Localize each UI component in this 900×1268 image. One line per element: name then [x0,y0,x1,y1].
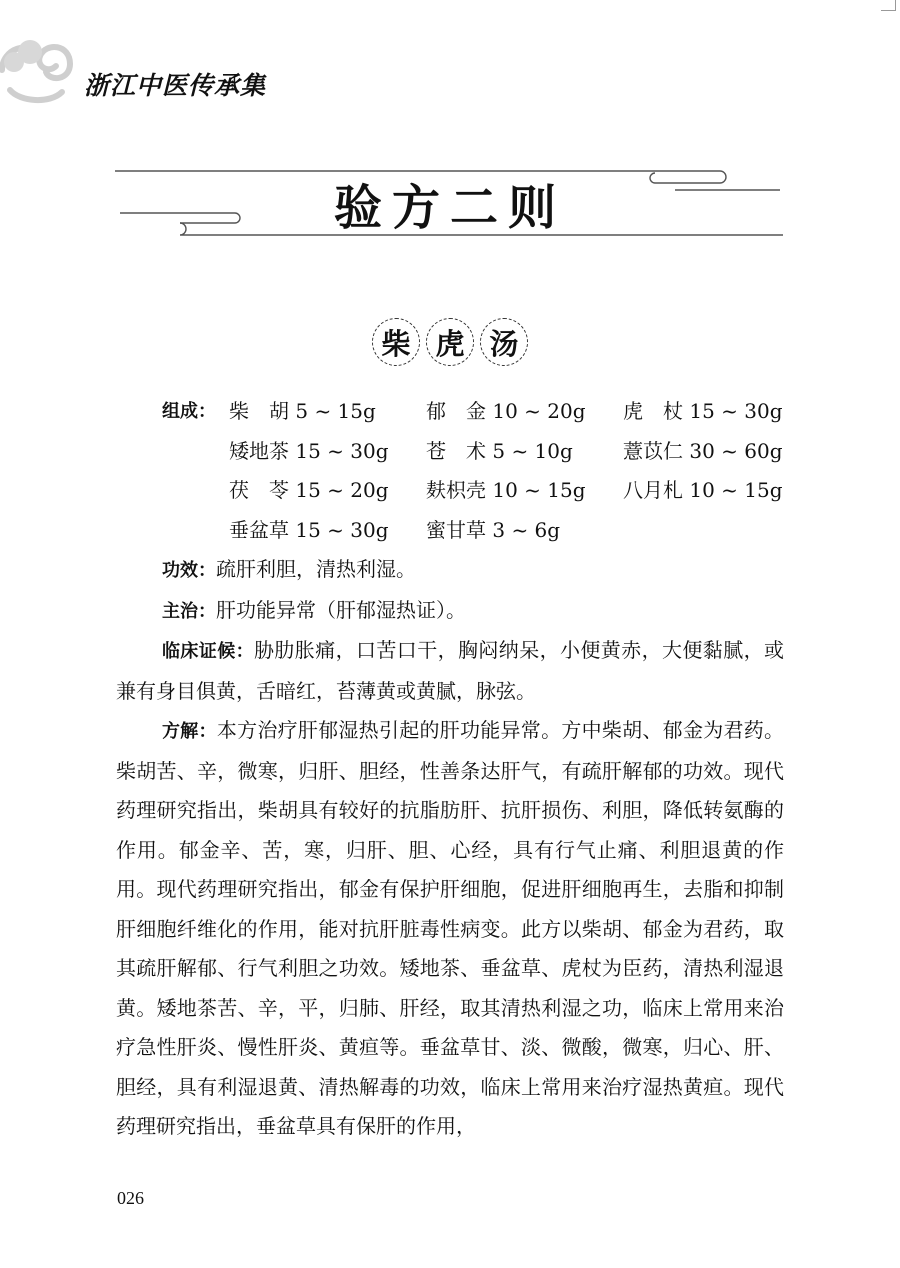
efficacy-text: 疏肝利胆，清热利湿。 [216,557,416,581]
ingredient-row [116,471,784,511]
crop-corner-mark [881,0,896,11]
composition-section [116,392,784,550]
ingredient-row [116,432,784,472]
ingredient: 蜜甘草 3 ~ 6g [426,517,561,542]
formula-content [116,392,784,1147]
syndrome-paragraph [116,631,784,711]
ingredient: 虎 杖 15 ~ 30g [623,399,783,423]
chapter-banner [115,163,785,243]
indication-text: 肝功能异常（肝郁湿热证）。 [216,597,466,622]
ingredient-row [116,511,784,551]
ingredient: 矮地茶 15 ~ 30g [229,438,389,463]
indication-paragraph [116,591,784,632]
formula-title-char: 柴 [372,318,420,366]
efficacy-label: 功效： [162,560,216,581]
ingredient: 柴 胡 5 ~ 15g [229,399,376,423]
ingredient: 苍 术 5 ~ 10g [426,438,573,463]
cloud-ornament-icon [0,30,90,110]
composition-label: 组成： [162,401,216,422]
page-number: 026 [117,1188,144,1208]
ingredient: 垂盆草 15 ~ 30g [229,517,389,542]
ingredient: 茯 苓 15 ~ 20g [229,478,389,502]
analysis-text: 本方治疗肝郁湿热引起的肝功能异常。方中柴胡、郁金为君药。柴胡苦、辛，微寒，归肝、胆经，性善条达肝气，有疏肝解郁的功效。现代药理研究指出，柴胡具有较好的抗脂肪肝、抗肝损伤、利胆，降低转氨酶的作用。郁金辛、苦，寒，归肝、胆、心经，具有行气止痛、利胆退黄的作用。现代药理研究指出，郁金有保护肝细胞，促进肝细胞再生，去脂和抑制肝细胞纤维化的作用，能对抗肝脏毒性病变。此方以柴胡、郁金为君药，取其疏肝解郁、行气利胆之功效。矮地茶、垂盆草、虎杖为臣药，清热利湿退黄。矮地茶苦、辛，平，归肺、肝经，取其清热利湿之功，临床上常用来治疗急性肝炎、慢性肝炎、黄疸等。垂盆草甘、淡、微酸，微寒，归心、肝、胆经，具有利湿退黄、清热解毒的功效，临床上常用来治疗湿热黄疸。现代药理研究指出，垂盆草具有保肝的作用， [116,718,785,1138]
formula-title-char: 汤 [480,318,528,366]
ingredient: 麸枳壳 10 ~ 15g [426,478,586,502]
ingredient-row [116,392,784,432]
ingredient: 郁 金 10 ~ 20g [426,399,586,423]
analysis-paragraph [116,711,784,1147]
ingredient: 薏苡仁 30 ~ 60g [623,438,783,463]
chapter-title: 验方二则 [333,180,566,236]
syndrome-label: 临床证候： [162,641,254,662]
formula-title-char: 虎 [426,318,474,366]
syndrome-text: 胁肋胀痛，口苦口干，胸闷纳呆，小便黄赤，大便黏腻，或兼有身目俱黄，舌暗红，苔薄黄或黄腻，脉弦。 [116,638,784,703]
series-title: 浙江中医传承集 [84,71,267,100]
ingredient: 八月札 10 ~ 15g [623,478,783,502]
analysis-label: 方解： [162,721,217,742]
formula-title [0,318,900,378]
indication-label: 主治： [162,600,216,622]
efficacy-paragraph [116,550,784,591]
running-header [0,30,300,110]
